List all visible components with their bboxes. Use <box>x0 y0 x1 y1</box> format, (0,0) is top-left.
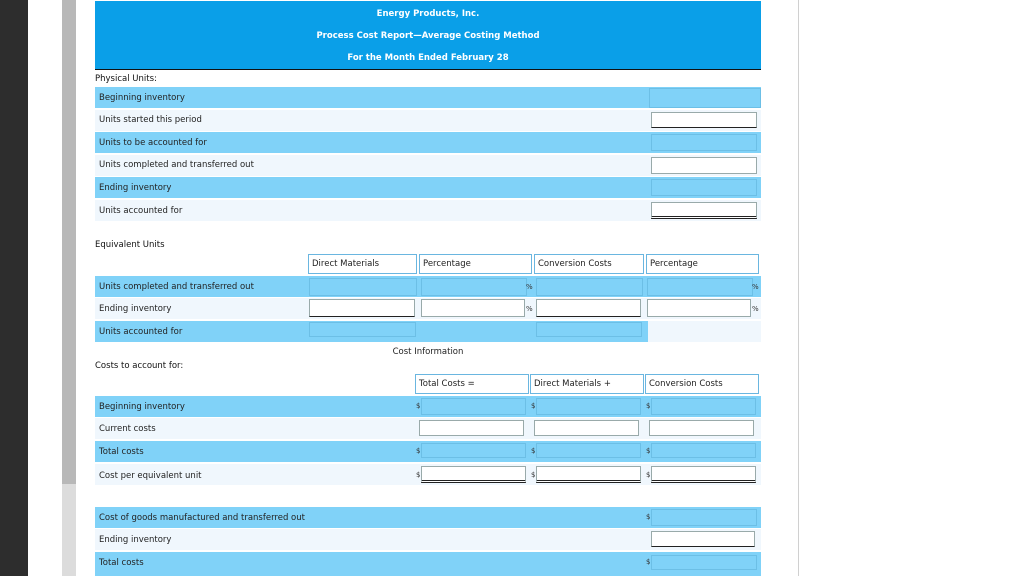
ending-inventory-cost-input[interactable] <box>651 531 755 547</box>
units-started-input[interactable] <box>651 112 757 128</box>
col-header-conversion-costs: Conversion Costs <box>534 254 644 274</box>
dollar-sign: $ <box>416 447 421 455</box>
current-cc-input[interactable] <box>649 420 754 436</box>
cost-row-label: Current costs <box>99 424 156 434</box>
eu-ending-cc-pct-input[interactable] <box>647 299 751 317</box>
eu-ending-dm-pct-input[interactable] <box>421 299 525 317</box>
eu-accounted-dm-input[interactable] <box>309 322 416 337</box>
equivalent-units-title: Equivalent Units <box>95 240 165 250</box>
col-header-percentage: Percentage <box>646 254 759 274</box>
col-header-percentage: Percentage <box>419 254 532 274</box>
eu-ending-cc-input[interactable] <box>536 299 641 317</box>
units-to-account-input[interactable] <box>651 134 757 151</box>
physical-units-title: Physical Units: <box>95 74 157 84</box>
physical-row-label: Units completed and transferred out <box>99 160 254 170</box>
percent-symbol: % <box>526 283 533 291</box>
current-total-input[interactable] <box>419 420 524 436</box>
beg-inv-total-input[interactable] <box>421 398 526 415</box>
beg-inv-dm-input[interactable] <box>536 398 641 415</box>
left-dark-border <box>0 0 28 576</box>
scrollbar-track[interactable] <box>62 0 76 484</box>
dollar-sign: $ <box>416 471 421 479</box>
accounted-row-label: Cost of goods manufactured and transferred out <box>99 513 305 523</box>
scrollbar-track-lower[interactable] <box>62 484 76 576</box>
dollar-sign: $ <box>531 471 536 479</box>
total-costs-dm-input[interactable] <box>536 443 641 458</box>
dollar-sign: $ <box>646 513 651 521</box>
company-name: Energy Products, Inc. <box>376 9 480 19</box>
total-costs-accounted-input[interactable] <box>651 555 757 570</box>
col-header-direct-materials: Direct Materials + <box>530 374 644 394</box>
eu-accounted-cc-input[interactable] <box>536 322 642 337</box>
total-costs-total-input[interactable] <box>421 443 526 458</box>
costs-to-account-title: Costs to account for: <box>95 361 184 371</box>
physical-row-label: Units to be accounted for <box>99 138 207 148</box>
percent-symbol: % <box>752 305 759 313</box>
cost-row-label: Total costs <box>99 447 144 457</box>
beg-inv-cc-input[interactable] <box>651 398 756 415</box>
dollar-sign: $ <box>646 558 651 566</box>
percent-symbol: % <box>526 305 533 313</box>
dollar-sign: $ <box>531 447 536 455</box>
accounted-row-label: Total costs <box>99 558 144 568</box>
dollar-sign: $ <box>416 402 421 410</box>
report-header <box>95 1 761 70</box>
cogm-transferred-input[interactable] <box>651 509 757 526</box>
accounted-row-label: Ending inventory <box>99 535 172 545</box>
cost-row-label: Cost per equivalent unit <box>99 471 202 481</box>
col-header-direct-materials: Direct Materials <box>308 254 417 274</box>
physical-row-label: Beginning inventory <box>99 93 185 103</box>
cpeu-dm-input[interactable] <box>536 466 641 483</box>
eu-completed-cc-input[interactable] <box>536 278 643 296</box>
cost-information-title: Cost Information <box>392 347 464 357</box>
cpeu-cc-input[interactable] <box>651 466 756 483</box>
units-accounted-input[interactable] <box>651 202 757 219</box>
col-header-conversion-costs: Conversion Costs <box>645 374 759 394</box>
physical-row-label: Units accounted for <box>99 206 183 216</box>
ending-inventory-units-input[interactable] <box>651 179 757 196</box>
dollar-sign: $ <box>646 471 651 479</box>
eu-ending-dm-input[interactable] <box>309 299 415 317</box>
beginning-inventory-units-input[interactable] <box>649 88 761 108</box>
eu-completed-dm-input[interactable] <box>309 278 417 296</box>
dollar-sign: $ <box>646 402 651 410</box>
current-dm-input[interactable] <box>534 420 639 436</box>
units-completed-input[interactable] <box>651 157 757 174</box>
physical-row-label: Units started this period <box>99 115 202 125</box>
eu-completed-cc-pct-input[interactable] <box>647 278 753 296</box>
equivalent-row-label: Units accounted for <box>99 327 183 337</box>
physical-row-label: Ending inventory <box>99 183 172 193</box>
percent-symbol: % <box>752 283 759 291</box>
report-title: Process Cost Report—Average Costing Method <box>316 31 540 41</box>
total-costs-cc-input[interactable] <box>651 443 756 458</box>
equivalent-row-label: Units completed and transferred out <box>99 282 254 292</box>
report-period: For the Month Ended February 28 <box>347 53 509 63</box>
dollar-sign: $ <box>646 447 651 455</box>
equivalent-row-label: Ending inventory <box>99 304 172 314</box>
dollar-sign: $ <box>531 402 536 410</box>
col-header-total-costs: Total Costs = <box>415 374 529 394</box>
cost-row-label: Beginning inventory <box>99 402 185 412</box>
cpeu-total-input[interactable] <box>421 466 526 483</box>
right-divider <box>798 0 799 576</box>
equivalent-row-band-blank <box>648 321 761 342</box>
eu-completed-dm-pct-input[interactable] <box>421 278 527 296</box>
